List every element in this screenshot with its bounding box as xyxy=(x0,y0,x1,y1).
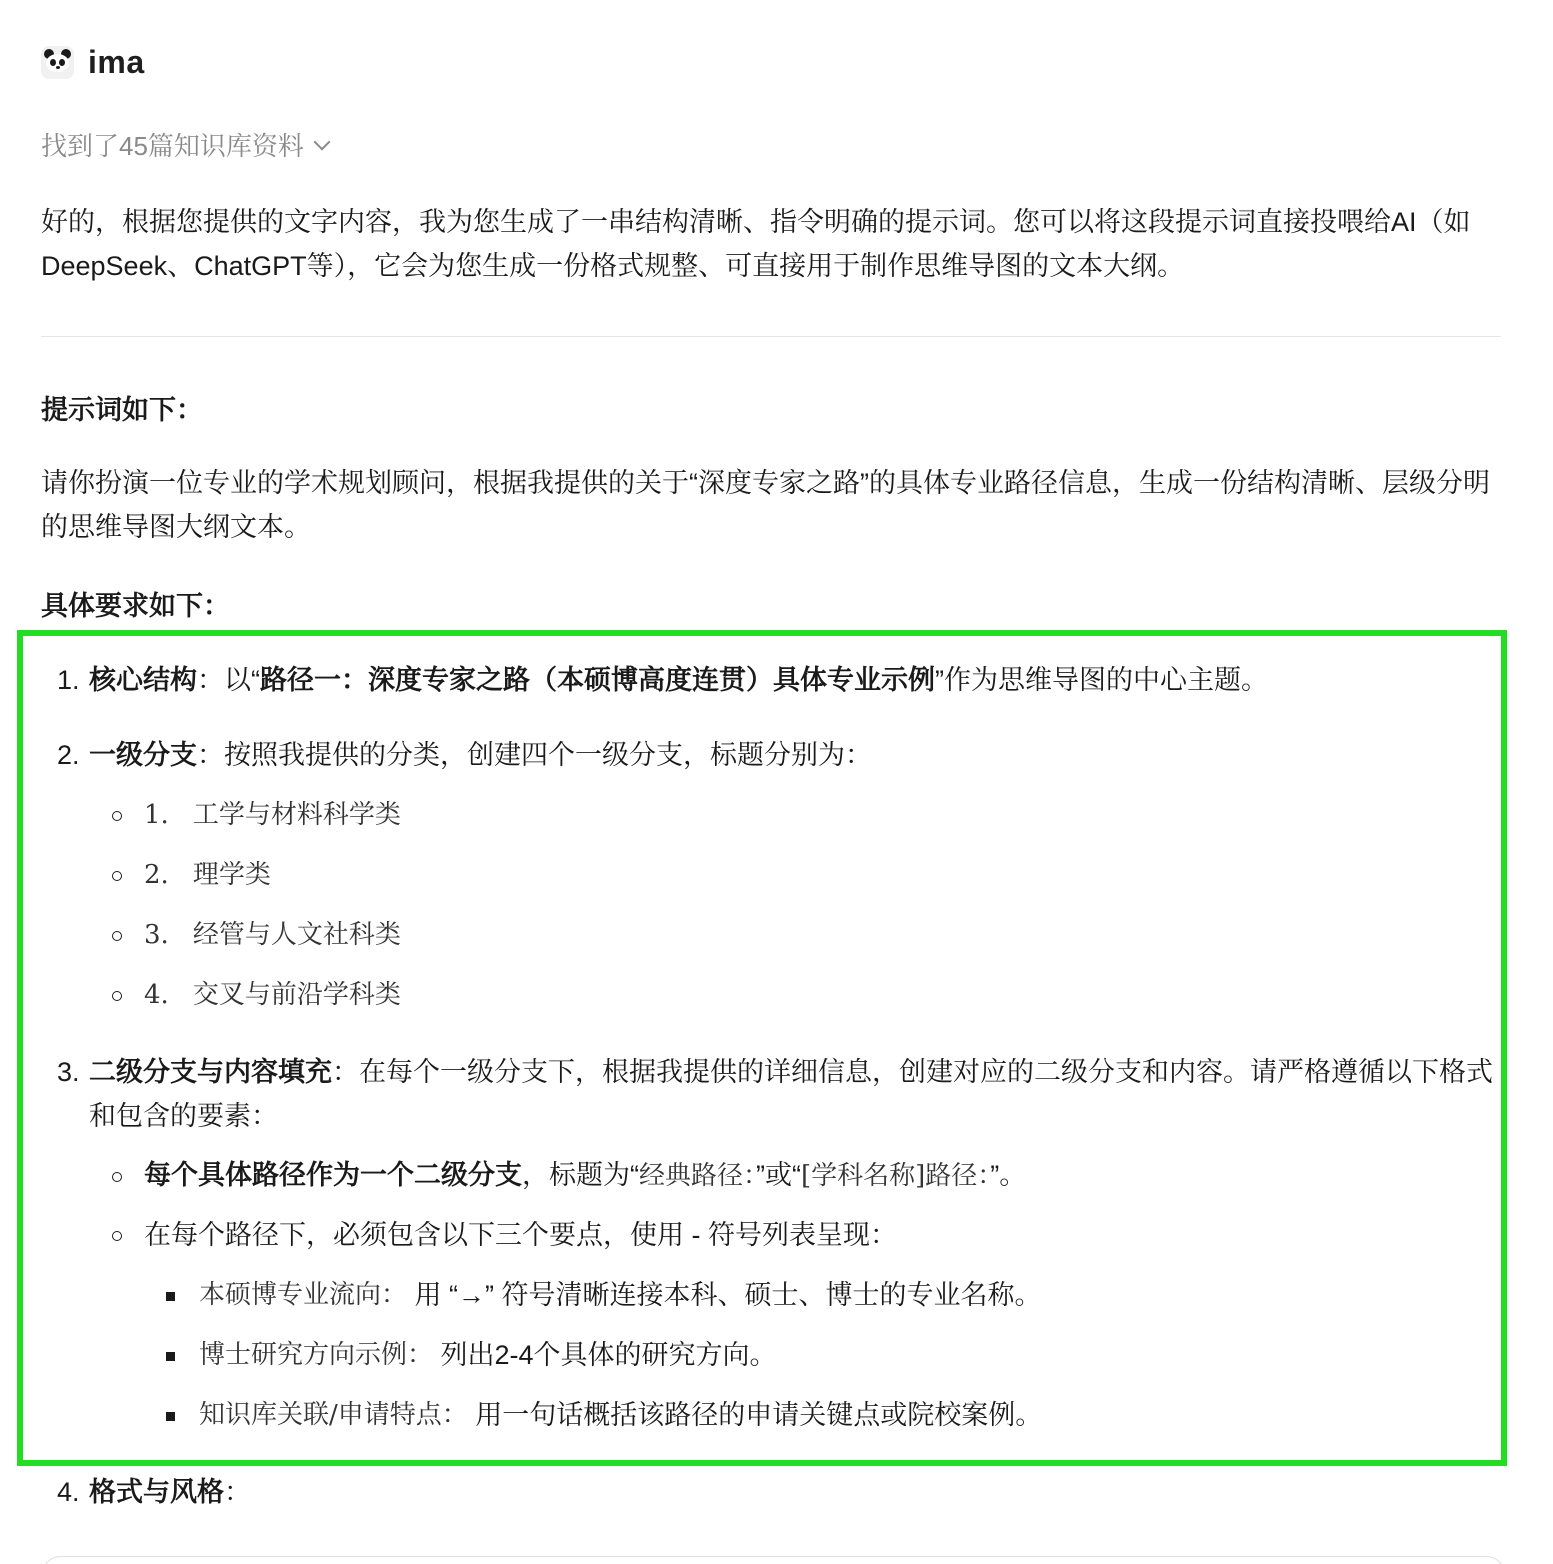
sub-number: 1. xyxy=(144,800,169,830)
circle-bullet-icon xyxy=(112,931,122,941)
sub-list-item xyxy=(112,795,401,835)
title-format: 经典路径： xyxy=(639,1161,757,1191)
circle-bullet-icon xyxy=(112,1172,122,1182)
intro-paragraph: 好的，根据您提供的文字内容，我为您生成了一串结构清晰、指令明确的提示词。您可以将这段提示词直接投喂给AI（如DeepSeek、ChatGPT等），它会为您生成一份格式规整、可直接用于制作思维导图的文本大纲。 xyxy=(41,207,1471,281)
item-text: ：以“ xyxy=(197,665,260,695)
sub-item-content xyxy=(144,1155,1026,1196)
sub-list-item xyxy=(112,975,401,1015)
square-bullet-icon xyxy=(166,1352,175,1361)
item-title: 一级分支 xyxy=(89,740,197,770)
app-name: ima xyxy=(88,44,145,80)
item-title: 格式与风格 xyxy=(89,1477,224,1507)
chat-input-box[interactable] xyxy=(41,1556,1506,1564)
sub-list-item xyxy=(112,915,401,955)
square-bullet-icon xyxy=(166,1412,175,1421)
branch-label: 交叉与前沿学科类 xyxy=(192,980,401,1010)
item-text: ： xyxy=(224,1477,251,1507)
point-text: 用 “→” 符号清晰连接本科、硕士、博士的专业名称。 xyxy=(407,1280,1042,1310)
item-title: 核心结构 xyxy=(89,665,197,695)
title-format: [学科名称]路径： xyxy=(801,1161,991,1191)
list-item-content xyxy=(89,658,1494,702)
point-label: 本硕博专业流向： xyxy=(199,1280,408,1310)
circle-bullet-icon xyxy=(112,811,122,821)
item-text: ”。 xyxy=(990,1160,1027,1190)
item-text: ：在每个一级分支下，根据我提供的详细信息，创建对应的二级分支和内容。请严格遵循以下格式和包含的要素： xyxy=(89,1057,1493,1131)
sub-number: 2. xyxy=(144,860,169,890)
knowledge-base-sources-toggle[interactable] xyxy=(41,126,328,163)
list-item-content xyxy=(89,1050,1494,1138)
knowledge-base-sources-label: 找到了45篇知识库资料 xyxy=(41,131,304,161)
square-bullet-icon xyxy=(166,1292,175,1301)
list-item-content xyxy=(89,1470,1494,1514)
item-text: ”或“ xyxy=(756,1160,801,1190)
item-title: 二级分支与内容填充 xyxy=(89,1057,332,1087)
sub-list-item xyxy=(112,1215,897,1255)
requirements-heading: 具体要求如下： xyxy=(41,591,230,621)
point-label: 博士研究方向示例： xyxy=(199,1340,434,1370)
nested-list-item xyxy=(166,1335,777,1375)
prompt-heading: 提示词如下： xyxy=(41,395,203,425)
branch-label: 工学与材料科学类 xyxy=(192,800,401,830)
list-number: 1. xyxy=(57,665,80,695)
circle-bullet-icon xyxy=(112,1231,122,1241)
role-paragraph: 请你扮演一位专业的学术规划顾问，根据我提供的关于“深度专家之路”的具体专业路径信息，生成一份结构清晰、层级分明的思维导图大纲文本。 xyxy=(41,468,1490,542)
nested-list-item xyxy=(166,1395,1042,1435)
sub-item-title: 每个具体路径作为一个二级分支 xyxy=(144,1160,522,1190)
panda-logo-icon xyxy=(41,46,74,79)
item-text: ：按照我提供的分类，创建四个一级分支，标题分别为： xyxy=(197,740,872,770)
chevron-down-icon xyxy=(313,133,330,150)
list-number: 2. xyxy=(57,740,80,770)
sub-item-text: 在每个路径下，必须包含以下三个要点，使用 - 符号列表呈现： xyxy=(144,1220,897,1250)
app-header xyxy=(41,44,145,81)
branch-label: 经管与人文社科类 xyxy=(192,920,401,950)
point-text: 用一句话概括该路径的申请关键点或院校案例。 xyxy=(467,1400,1043,1430)
branch-label: 理学类 xyxy=(192,860,271,890)
central-topic: 路径一：深度专家之路（本硕博高度连贯）具体专业示例 xyxy=(260,665,935,695)
sub-list-item xyxy=(112,1155,1026,1196)
sub-number: 3. xyxy=(144,920,169,950)
circle-bullet-icon xyxy=(112,991,122,1001)
list-number: 4. xyxy=(57,1477,80,1507)
divider xyxy=(41,336,1501,337)
point-text: 列出2-4个具体的研究方向。 xyxy=(433,1340,777,1370)
sub-list-item xyxy=(112,855,271,895)
sub-number: 4. xyxy=(144,980,169,1010)
point-label: 知识库关联/申请特点： xyxy=(199,1400,468,1430)
list-number: 3. xyxy=(57,1057,80,1087)
item-text: ”作为思维导图的中心主题。 xyxy=(935,665,1268,695)
circle-bullet-icon xyxy=(112,871,122,881)
list-item-content xyxy=(89,733,1494,777)
item-text: ，标题为“ xyxy=(522,1160,639,1190)
nested-list-item xyxy=(166,1275,1042,1315)
